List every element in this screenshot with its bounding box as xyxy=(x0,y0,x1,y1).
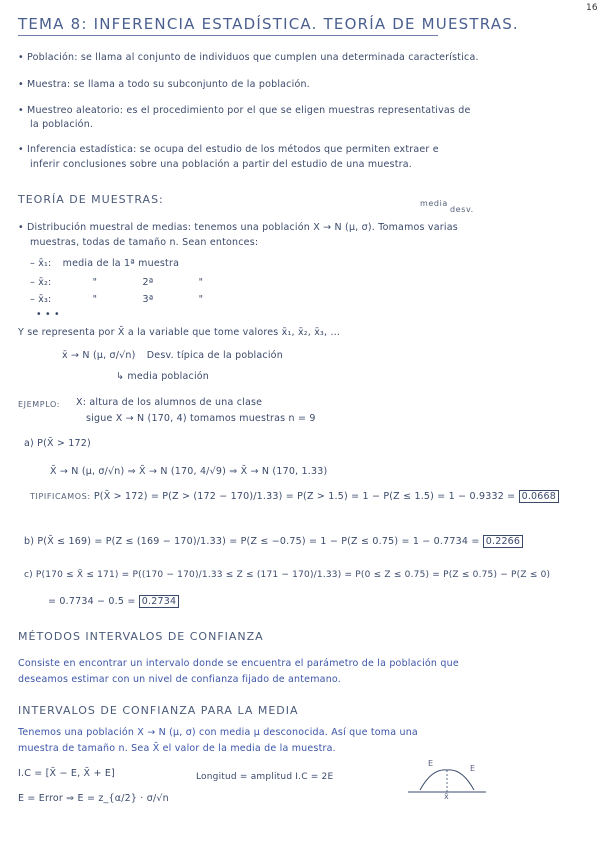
example-c: c) P(170 ≤ X̄ ≤ 171) = P((170 − 170)/1.33 ≤ Z ≤ (171 − 170)/1.33) = P(0 ≤ Z ≤ 0.75) = P(Z ≤ 0.75) − P(Z ≤ 0) xyxy=(24,570,551,580)
sample-ordinal: 2ª xyxy=(142,277,154,288)
interval-sketch-e-right: E xyxy=(470,764,476,773)
title-topic-name: INFERENCIA ESTADÍSTICA. TEORÍA DE MUESTRAS. xyxy=(93,15,519,33)
bullet: • xyxy=(18,105,24,116)
ellipsis: • • • xyxy=(36,309,60,320)
example-b xyxy=(24,536,523,547)
example-a-distribution: X̄ → N (μ, σ/√n) ⇒ X̄ → N (170, 4/√9) ⇒ X̄ → N (170, 1.33) xyxy=(50,466,328,477)
definition-inferencia xyxy=(18,144,439,155)
title-underline xyxy=(18,35,438,36)
definition-muestreo xyxy=(18,105,471,116)
example-a-title: a) P(X̄ > 172) xyxy=(24,438,91,449)
desv-note: desv. xyxy=(450,205,474,214)
dash: – xyxy=(30,258,35,269)
result-box: 0.2734 xyxy=(139,595,179,608)
media-note: media xyxy=(420,199,448,208)
example-label: EJEMPLO: xyxy=(18,400,61,409)
sample-ditto: " xyxy=(198,294,204,305)
page-number: 16 xyxy=(586,3,598,13)
sample-name: x̄₃: xyxy=(38,294,52,305)
distribution-line-1: • Distribución muestral de medias: tenemos una población X → N (μ, σ). Tomamos varias xyxy=(18,222,458,233)
distribution-line-2: muestras, todas de tamaño n. Sean entonces: xyxy=(30,237,259,248)
dash: – xyxy=(30,294,35,305)
sample-name: x̄₂: xyxy=(38,277,52,288)
interval-sketch-e-left: E xyxy=(428,759,434,768)
xbar-dist-formula: x̄ → N (μ, σ/√n) xyxy=(62,350,136,361)
definition-text: Inferencia estadística: se ocupa del estudio de los métodos que permiten extraer e xyxy=(27,144,439,155)
page-title xyxy=(18,15,519,33)
definition-muestra xyxy=(18,79,310,90)
media-poblacion-note: ↳ media población xyxy=(116,371,210,382)
dash: – xyxy=(30,277,35,288)
example-a-tipificamos xyxy=(30,491,559,502)
definition-text: Población: se llama al conjunto de individuos que cumplen una determinada característica. xyxy=(27,52,479,63)
sample-name: x̄₁: xyxy=(38,258,52,269)
sample-ordinal: 3ª xyxy=(142,294,154,305)
error-formula: E = Error ⇒ E = z_{α/2} · σ/√n xyxy=(18,793,169,804)
definition-text: Muestreo aleatorio: es el procedimiento por el que se eligen muestras representativas de xyxy=(27,105,471,116)
sample-desc: media de la 1ª muestra xyxy=(62,258,180,269)
bullet: • xyxy=(18,144,24,155)
intervalos-line-1: Tenemos una población X → N (μ, σ) con media μ desconocida. Así que toma una xyxy=(18,727,418,738)
xbar-distribution xyxy=(62,350,283,361)
result-box: 0.0668 xyxy=(519,490,559,503)
bullet: • xyxy=(18,79,24,90)
example-c-cont xyxy=(48,596,179,607)
section-teoria-muestras-heading: TEORÍA DE MUESTRAS: xyxy=(18,193,164,206)
definition-muestreo-cont: la población. xyxy=(30,119,94,130)
definition-inferencia-cont: inferir conclusiones sobre una población a partir del estudio de una muestra. xyxy=(30,159,412,170)
sample-ditto: " xyxy=(198,277,204,288)
intervalos-line-2: muestra de tamaño n. Sea X̄ el valor de la media de la muestra. xyxy=(18,743,336,754)
example-line-2: sigue X → N (170, 4) tomamos muestras n = 9 xyxy=(86,413,316,424)
metodos-line-1: Consiste en encontrar un intervalo donde se encuentra el parámetro de la población que xyxy=(18,658,459,669)
section-intervalos-heading: INTERVALOS DE CONFIANZA PARA LA MEDIA xyxy=(18,704,299,717)
sample-item-3 xyxy=(30,294,203,305)
example-b-formula: b) P(X̄ ≤ 169) = P(Z ≤ (169 − 170)/1.33) = P(Z ≤ −0.75) = 1 − P(Z ≤ 0.75) = 1 − 0.7734 = xyxy=(24,536,480,547)
sample-desc: " xyxy=(92,294,98,305)
definition-text: Muestra: se llama a todo su subconjunto de la población. xyxy=(27,79,310,90)
title-topic-number: TEMA 8: xyxy=(18,15,88,33)
desv-poblacion-note: Desv. típica de la población xyxy=(146,350,283,361)
tipificamos-label: TIPIFICAMOS: xyxy=(30,492,91,501)
metodos-line-2: deseamos estimar con un nivel de confianza fijado de antemano. xyxy=(18,674,341,685)
represent-line: Y se representa por X̄ a la variable que tome valores x̄₁, x̄₂, x̄₃, ... xyxy=(18,327,341,338)
example-c-formula: = 0.7734 − 0.5 = xyxy=(48,596,136,607)
example-line-1: X: altura de los alumnos de una clase xyxy=(76,397,263,408)
longitud-formula: Longitud = amplitud I.C = 2E xyxy=(196,772,334,782)
interval-sketch-xbar: x̄ xyxy=(444,792,450,801)
bullet: • xyxy=(18,52,24,63)
result-box: 0.2266 xyxy=(483,535,523,548)
section-metodos-heading: MÉTODOS INTERVALOS DE CONFIANZA xyxy=(18,630,264,643)
sample-item-2 xyxy=(30,277,203,288)
tipificamos-formula: P(X̄ > 172) = P(Z > (172 − 170)/1.33) = P(Z > 1.5) = 1 − P(Z ≤ 1.5) = 1 − 0.9332 = xyxy=(93,491,516,502)
ic-formula: I.C = [X̄ − E, X̄ + E] xyxy=(18,768,115,779)
sample-desc: " xyxy=(92,277,98,288)
definition-poblacion xyxy=(18,52,479,63)
sample-item-1 xyxy=(30,258,179,269)
